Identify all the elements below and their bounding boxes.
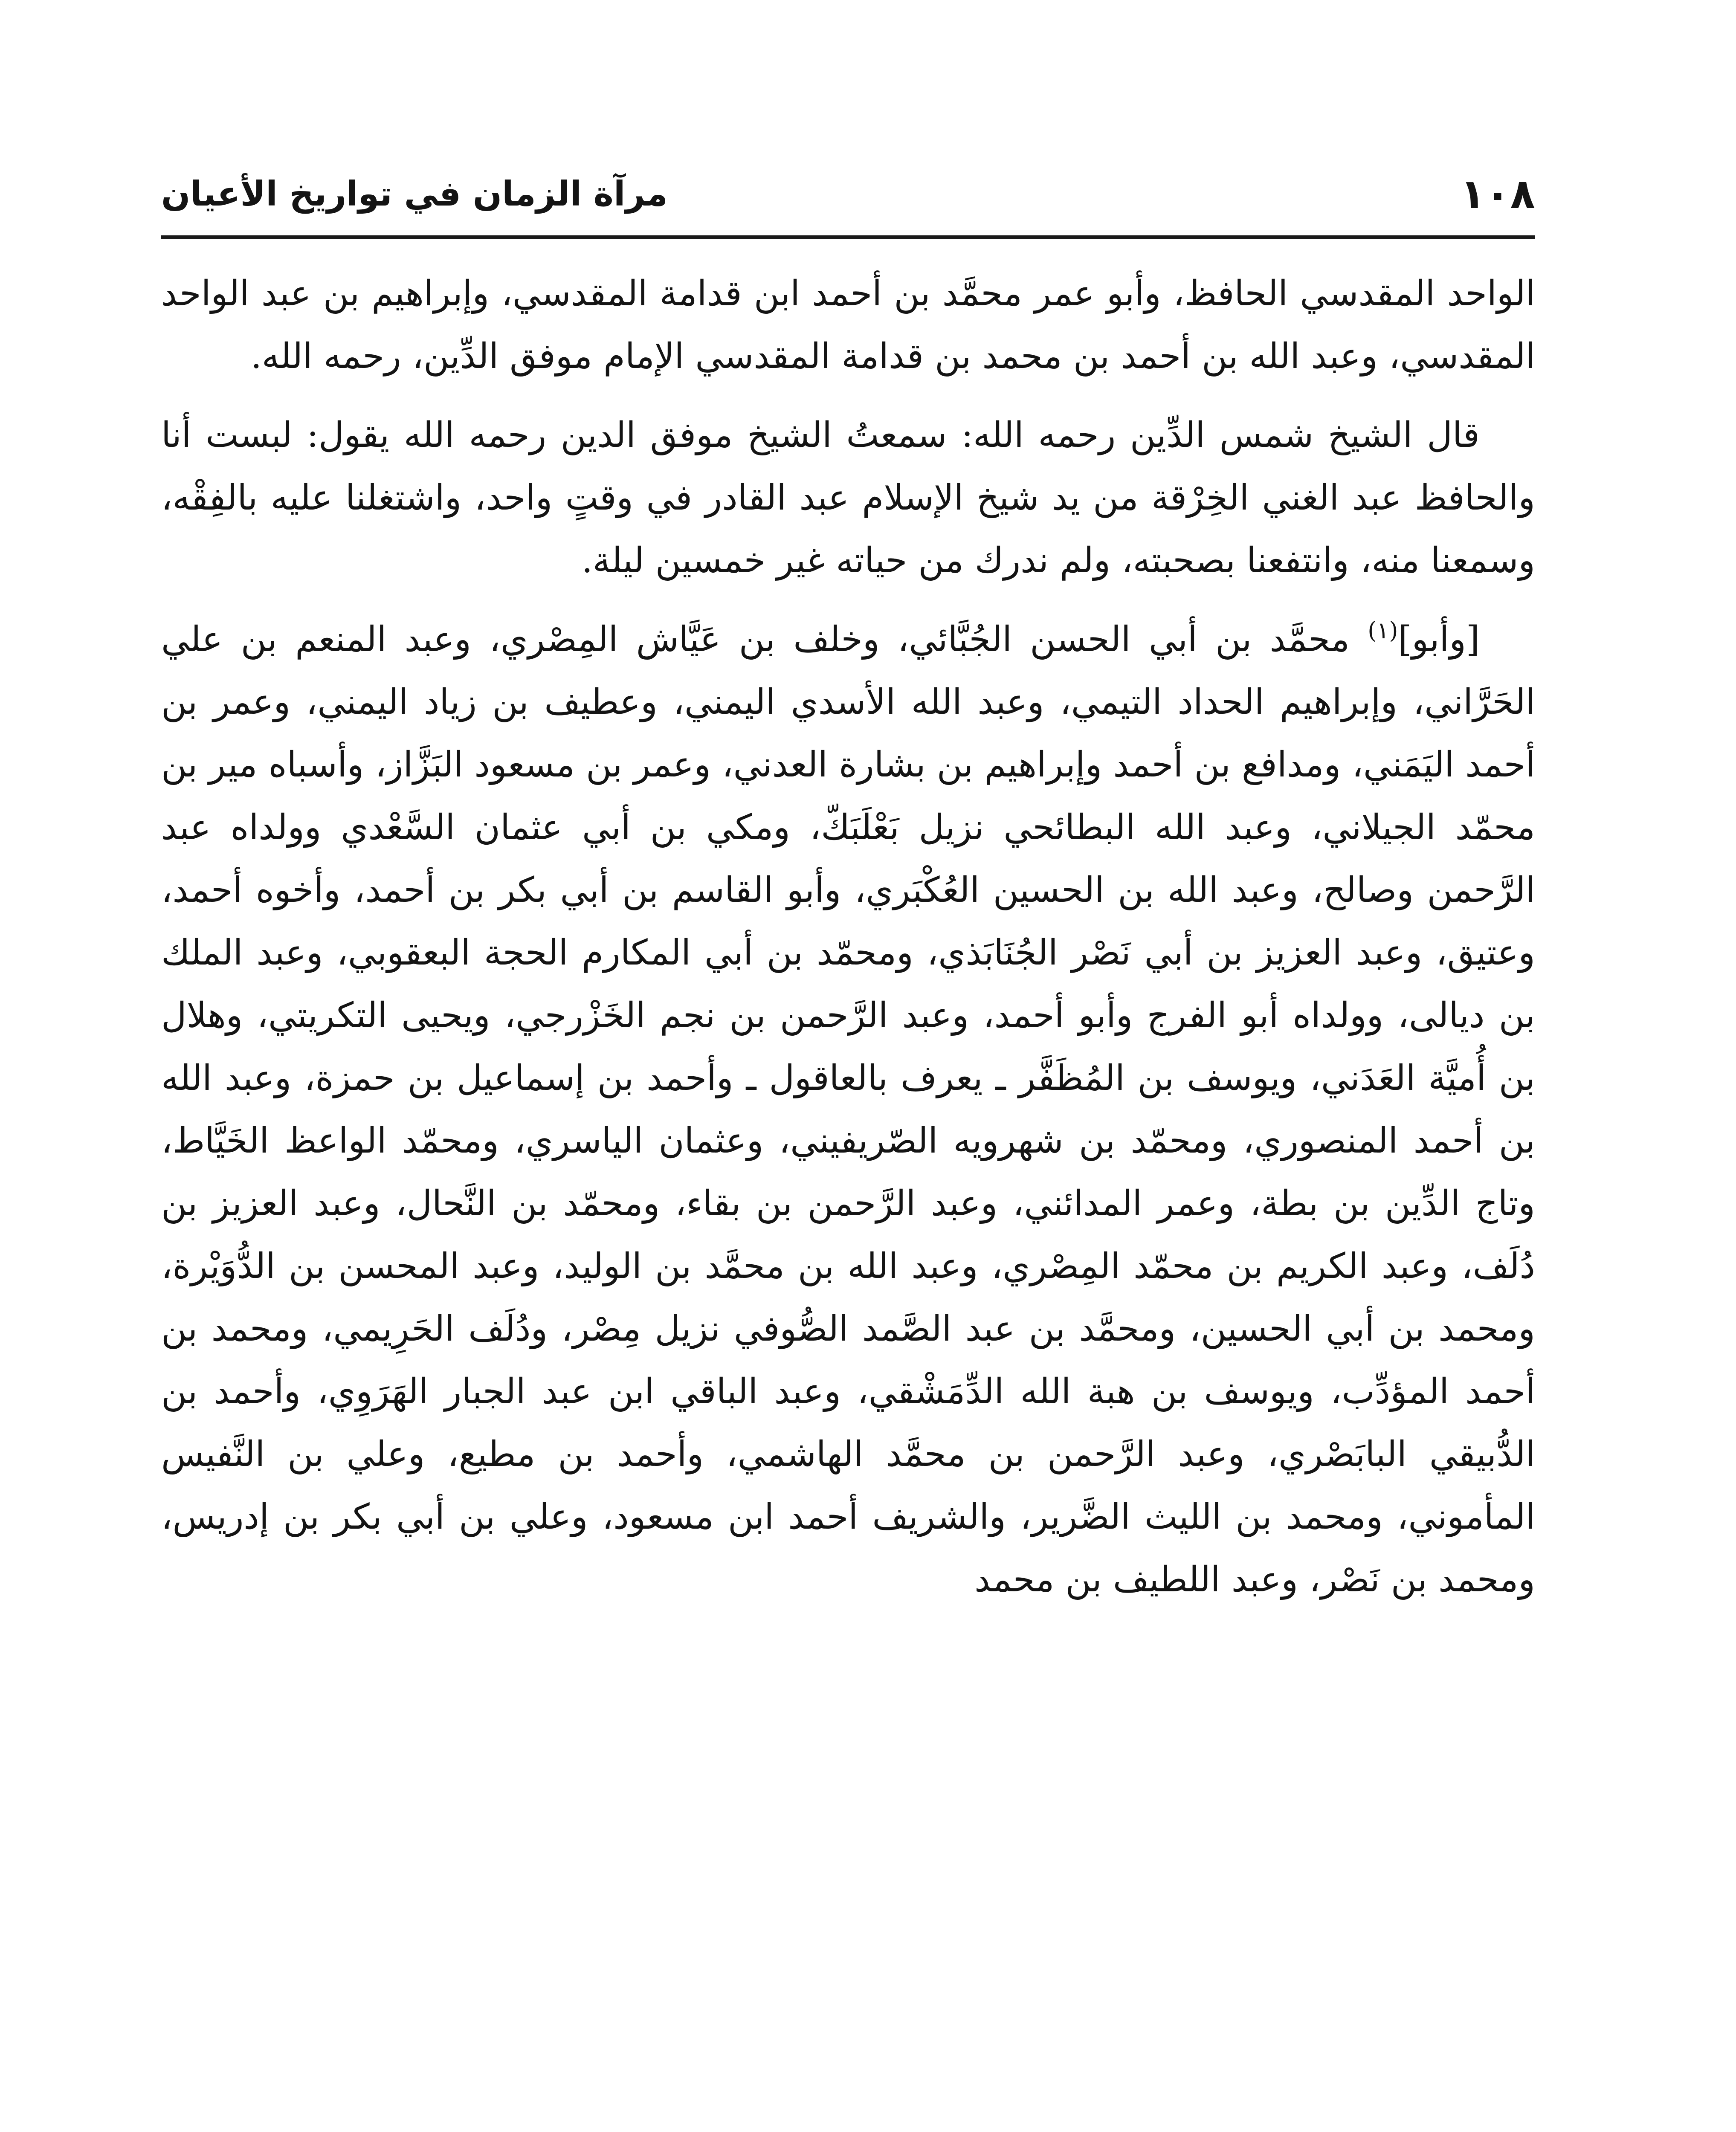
footnote-reference: (١): [1368, 617, 1398, 644]
paragraph-1: الواحد المقدسي الحافظ، وأبو عمر محمَّد بن أحمد ابن قدامة المقدسي، وإبراهيم بن عبد الواحد المقدسي، وعبد الله بن أحمد بن محمد بن قدامة المقدسي الإمام موفق الدِّين، رحمه الله.: [161, 273, 1535, 377]
main-text: [161, 262, 1535, 1627]
running-title: مرآة الزمان في تواريخ الأعيان: [161, 174, 668, 214]
page-number: ١٠٨: [1460, 170, 1535, 218]
paragraph-3-lead: [وأبو]: [1398, 619, 1480, 660]
paragraph-3-text: محمَّد بن أبي الحسن الجُبَّائي، وخلف بن عَيَّاش المِصْري، وعبد المنعم بن علي الحَرَّاني، وإبراهيم الحداد التيمي، وعبد الله الأسدي اليمني، وعطيف بن زياد اليمني، وعمر بن أحمد اليَمَني، ومدافع بن أحمد وإبراهيم بن بشارة العدني، وعمر بن مسعود البَزَّاز، وأسباه مير بن محمّد الجيلاني، وعبد الله البطائحي نزيل بَعْلَبَكّ، ومكي بن أبي عثمان السَّعْدي وولداه عبد الرَّحمن وصالح، وعبد الله بن الحسين العُكْبَري، وأبو القاسم بن أبي بكر بن أحمد، وأخوه أحمد، وعتيق، وعبد العزيز بن أبي نَصْر الجُنَابَذي، ومحمّد بن أبي المكارم الحجة البعقوبي، وعبد الملك بن ديالى، وولداه أبو الفرج وأبو أحمد، وعبد الرَّحمن بن نجم الخَزْرجي، ويحيى التكريتي، وهلال بن أُميَّة العَدَني، ويوسف بن المُظَفَّر ـ يعرف بالعاقول ـ وأحمد بن إسماعيل بن حمزة، وعبد الله بن أحمد المنصوري، ومحمّد بن شهرويه الصّريفيني، وعثمان الياسري، ومحمّد الواعظ الخَيَّاط، وتاج الدِّين بن بطة، وعمر المدائني، وعبد الرَّحمن بن بقاء، ومحمّد بن النَّحال، وعبد العزيز بن دُلَف، وعبد الكريم بن محمّد المِصْري، وعبد الله بن محمَّد بن الوليد، وعبد المحسن بن الدُّوَيْرة، ومحمد بن أبي الحسين، ومحمَّد بن عبد الصَّمد الصُّوفي نزيل مِصْر، ودُلَف الحَرِيمي، ومحمد بن أحمد المؤدِّب، ويوسف بن هبة الله الدِّمَشْقي، وعبد الباقي ابن عبد الجبار الهَرَوِي، وأحمد بن الدُّبيقي البابَصْري، وعبد الرَّحمن بن محمَّد الهاشمي، وأحمد بن مطيع، وعلي بن النَّفيس المأموني، ومحمد بن الليث الضَّرير، والشريف أحمد ابن مسعود، وعلي بن أبي بكر بن إدريس، ومحمد بن نَصْر، وعبد اللطيف بن محمد: [161, 619, 1535, 1600]
paragraph-3: [161, 608, 1535, 1611]
header-rule: [161, 235, 1535, 239]
page-header: [161, 154, 1535, 230]
paragraph-2: قال الشيخ شمس الدِّين رحمه الله: سمعتُ الشيخ موفق الدين رحمه الله يقول: لبست أنا والحافظ عبد الغني الخِرْقة من يد شيخ الإسلام عبد القادر في وقتٍ واحد، واشتغلنا عليه بالفِقْه، وسمعنا منه، وانتفعنا بصحبته، ولم ندرك من حياته غير خمسين ليلة.: [161, 415, 1535, 581]
